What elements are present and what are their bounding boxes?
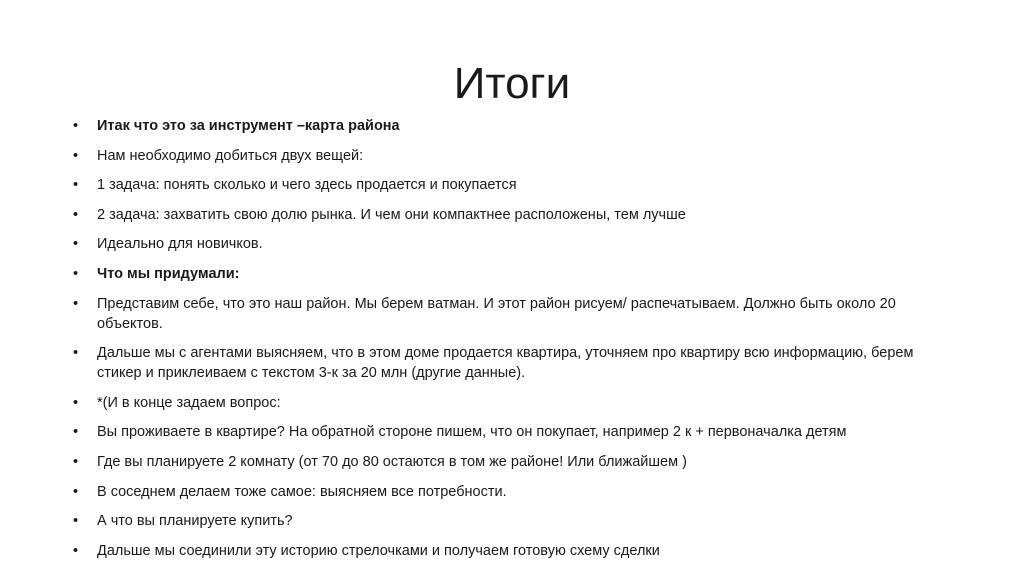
bullet-text: Что мы придумали: xyxy=(97,265,240,282)
bullet-item xyxy=(73,264,953,284)
bullet-dot-icon: • xyxy=(73,424,79,441)
bullet-text: Нам необходимо добиться двух вещей: xyxy=(97,147,364,164)
bullet-text: 2 задача: захватить свою долю рынка. И чем они компактнее расположены, тем лучше xyxy=(97,206,686,223)
slide-title: Итоги xyxy=(453,59,571,108)
bullet-dot-icon: • xyxy=(73,295,79,312)
bullet-item xyxy=(73,175,953,195)
bullet-item xyxy=(73,511,953,531)
bullet-text: Представим себе, что это наш район. Мы берем ватман. И этот район рисуем/ распечатываем. Должно быть около 20 объектов. xyxy=(97,295,896,332)
bullet-dot-icon: • xyxy=(73,453,79,470)
bullet-dot-icon: • xyxy=(73,265,79,282)
bullet-item xyxy=(73,146,953,166)
bullet-dot-icon: • xyxy=(73,147,79,164)
bullet-item xyxy=(73,452,953,472)
bullet-text: Итак что это за инструмент –карта района xyxy=(97,118,400,134)
bullet-item xyxy=(73,422,953,442)
bullet-item xyxy=(73,393,953,413)
bullet-text: Где вы планируете 2 комнату (от 70 до 80 остаются в том же районе! Или ближайшем ) xyxy=(97,453,687,470)
bullet-item xyxy=(73,343,953,383)
bullet-text: *(И в конце задаем вопрос: xyxy=(97,394,281,411)
bullet-item xyxy=(73,234,953,254)
bullet-dot-icon: • xyxy=(73,118,79,134)
bullet-text: В соседнем делаем тоже самое: выясняем все потребности. xyxy=(97,483,507,500)
bullet-text: 1 задача: понять сколько и чего здесь продается и покупается xyxy=(97,177,517,194)
bullet-dot-icon: • xyxy=(73,236,79,253)
bullet-dot-icon: • xyxy=(73,542,79,559)
bullet-text: А что вы планируете купить? xyxy=(97,513,293,530)
bullet-dot-icon: • xyxy=(73,483,79,500)
bullet-item xyxy=(73,205,953,225)
bullet-dot-icon: • xyxy=(73,513,79,530)
bullet-list xyxy=(73,116,953,570)
bullet-dot-icon: • xyxy=(73,345,79,362)
bullet-text: Дальше мы с агентами выясняем, что в этом доме продается квартира, уточняем про квартиру всю информацию, берем стикер и приклеиваем с текстом 3-к за 20 млн (другие данные). xyxy=(97,345,914,382)
bullet-item xyxy=(73,116,953,136)
bullet-text: Идеально для новичков. xyxy=(97,236,263,253)
bullet-dot-icon: • xyxy=(73,394,79,411)
bullet-dot-icon: • xyxy=(73,206,79,223)
bullet-item xyxy=(73,294,953,334)
bullet-item xyxy=(73,482,953,502)
bullet-item xyxy=(73,541,953,561)
bullet-text: Дальше мы соединили эту историю стрелочками и получаем готовую схему сделки xyxy=(97,542,660,559)
bullet-dot-icon: • xyxy=(73,177,79,194)
bullet-text: Вы проживаете в квартире? На обратной стороне пишем, что он покупает, например 2 к + первоначалка детям xyxy=(97,424,847,441)
